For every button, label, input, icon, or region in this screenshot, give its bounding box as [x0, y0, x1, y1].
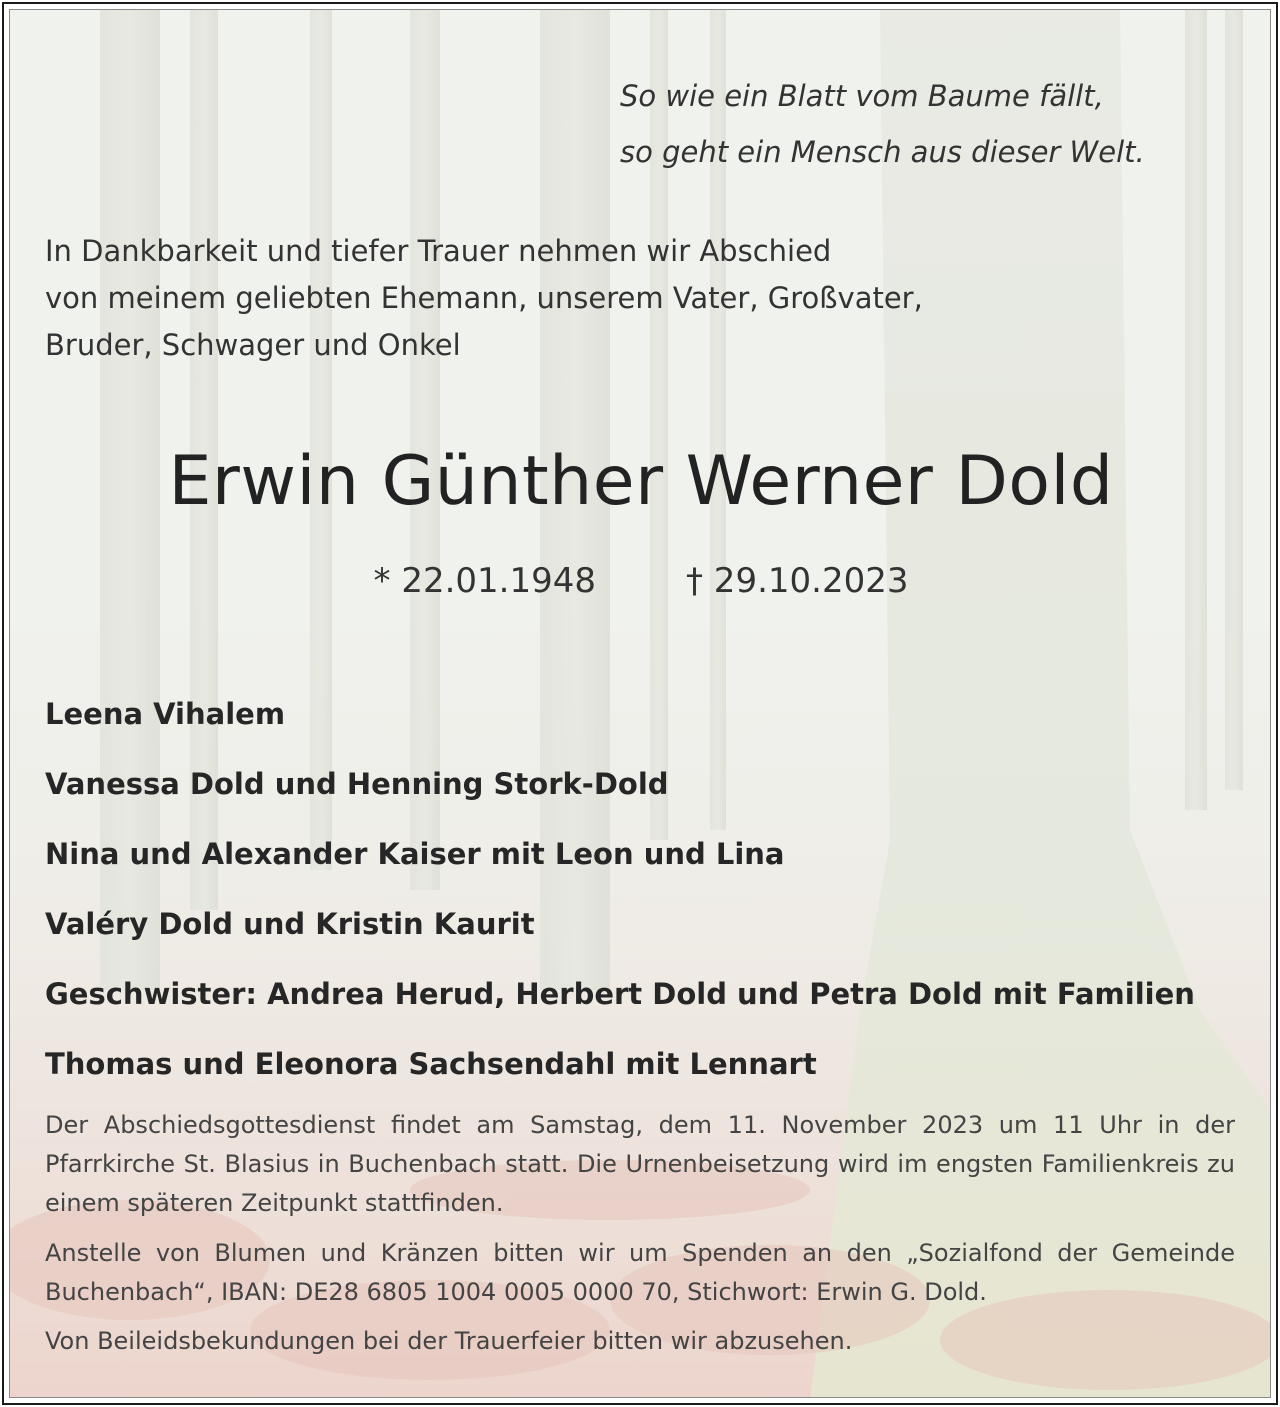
- quote-line-2: so geht ein Mensch aus dieser Welt.: [620, 135, 1145, 169]
- intro-line-2: von meinem geliebten Ehemann, unserem Vater, Großvater,: [45, 281, 923, 315]
- life-dates: [10, 558, 1271, 604]
- notice-panel: [9, 9, 1271, 1398]
- intro-line-1: In Dankbarkeit und tiefer Trauer nehmen wir Abschied: [45, 234, 832, 268]
- poem-quote: [620, 68, 1145, 180]
- birth-date: * 22.01.1948: [373, 561, 596, 601]
- quote-line-1: So wie ein Blatt vom Baume fällt,: [620, 79, 1104, 113]
- condolence-note: Von Beileidsbekundungen bei der Trauerfeier bitten wir abzusehen.: [45, 1327, 853, 1355]
- mourner-line: Nina und Alexander Kaiser mit Leon und Lina: [45, 837, 785, 871]
- intro-line-3: Bruder, Schwager und Onkel: [45, 328, 461, 362]
- mourner-line: Vanessa Dold und Henning Stork-Dold: [45, 767, 669, 801]
- donation-info: Anstelle von Blumen und Kränzen bitten wir um Spenden an den „Sozialfond der Gemeinde Buchenbach“, IBAN: DE28 6805 1004 0005 0000 70, Stichwort: Erwin G. Dold.: [45, 1239, 1235, 1306]
- death-date: † 29.10.2023: [686, 561, 909, 601]
- intro-text: [45, 228, 923, 369]
- mourner-line: Thomas und Eleonora Sachsendahl mit Lennart: [45, 1047, 817, 1081]
- mourner-line: Geschwister: Andrea Herud, Herbert Dold und Petra Dold mit Familien: [45, 977, 1195, 1011]
- mourner-line: Leena Vihalem: [45, 697, 286, 731]
- service-info: Der Abschiedsgottesdienst findet am Samstag, dem 11. November 2023 um 11 Uhr in der Pfarrkirche St. Blasius in Buchenbach statt. Die Urnenbeisetzung wird im engsten Familienkreis zu einem späteren Zeitpunkt stattfinden.: [45, 1111, 1235, 1217]
- mourner-line: Valéry Dold und Kristin Kaurit: [45, 907, 535, 941]
- deceased-name: Erwin Günther Werner Dold: [168, 442, 1114, 521]
